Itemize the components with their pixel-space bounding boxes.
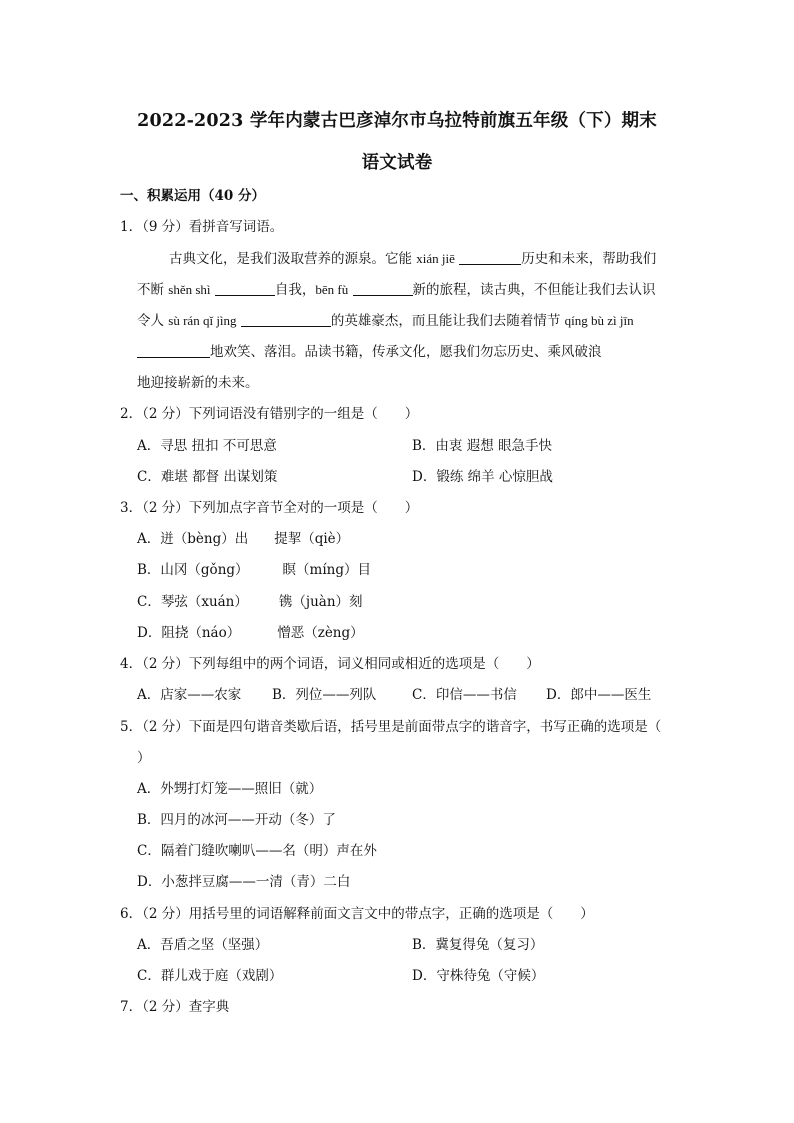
question-1-para-line4 [137, 343, 602, 361]
pinyin-prompt: qíng bù zì jīn [564, 313, 634, 328]
answer-blank[interactable] [353, 281, 413, 296]
answer-blank[interactable] [137, 343, 210, 358]
para-text: 新的旅程，读古典，不但能让我们去认识 [412, 282, 656, 298]
question-6-option-c[interactable]: C．群儿戏于庭（戏剧） [137, 968, 283, 984]
para-text: 的英雄豪杰，而且能让我们去随着情节 [330, 313, 565, 329]
question-3-option-a[interactable] [137, 530, 349, 548]
exam-title-line2: 语文试卷 [361, 153, 433, 173]
question-2-option-c[interactable]: C．难堪 都督 出谋划策 [137, 469, 278, 485]
option-b-word2: 瞑（míng）目 [282, 562, 371, 578]
pinyin-prompt: sù rán qǐ jìng [168, 313, 237, 328]
question-5-option-c[interactable]: C．隔着门缝吹喇叭——名（明）声在外 [137, 843, 377, 859]
para-text: 自我， [274, 282, 316, 298]
question-2-stem: 2．（2 分）下列词语没有错别字的一组是（ ） [120, 406, 419, 422]
question-4-stem: 4．（2 分）下列每组中的两个词语，词义相同或相近的选项是（ ） [120, 656, 540, 672]
pinyin-prompt: shěn shì [168, 282, 211, 297]
question-3-stem: 3．（2 分）下列加点字音节全对的一项是（ ） [120, 500, 419, 516]
question-1-para-line5: 地迎接崭新的未来。 [137, 375, 259, 391]
answer-blank[interactable] [215, 281, 275, 296]
question-5-option-a[interactable]: A．外甥打灯笼——照旧（就） [137, 781, 323, 797]
question-5-stem: 5．（2 分）下面是四句谐音类歇后语，括号里是前面带点字的谐音字，书写正确的选项是（ [120, 719, 662, 735]
para-text: 不断 [137, 282, 169, 298]
option-c-word1: C．琴弦（xuán） [137, 594, 248, 610]
pinyin-prompt: bēn fù [315, 282, 349, 297]
question-1-para-line1 [169, 250, 656, 268]
question-4-option-b[interactable]: B．列位——列队 [272, 687, 377, 703]
option-a-word2: 提挈（qiè） [274, 531, 350, 547]
question-1-para-line2 [137, 281, 656, 299]
question-4-option-c[interactable]: C．印信——书信 [412, 687, 517, 703]
option-d-word1: D．阻挠（náo） [137, 625, 241, 641]
question-4-option-a[interactable]: A．店家——农家 [137, 687, 242, 703]
answer-blank[interactable] [459, 250, 521, 265]
option-c-word2: 镌（juàn）刻 [278, 594, 363, 610]
question-7-stem: 7．（2 分）查字典 [120, 999, 230, 1015]
question-6-stem: 6．（2 分）用括号里的词语解释前面文言文中的带点字，正确的选项是（ ） [120, 906, 594, 922]
para-text: 历史和未来，帮助我们 [521, 251, 657, 267]
option-d-word2: 憎恶（zèng） [277, 625, 364, 641]
question-3-option-d[interactable] [137, 624, 364, 642]
question-2-option-d[interactable]: D．锻练 绵羊 心惊胆战 [412, 469, 553, 485]
option-a-word1: A．迸（bèng）出 [137, 531, 249, 547]
question-4-option-d[interactable]: D．郎中——医生 [546, 687, 652, 703]
para-text: 古典文化，是我们汲取营养的源泉。它能 [169, 251, 417, 267]
question-3-option-b[interactable] [137, 561, 371, 579]
question-3-option-c[interactable] [137, 593, 363, 611]
answer-blank[interactable] [241, 312, 331, 327]
section-heading: 一、积累运用（40 分） [120, 188, 265, 204]
option-b-word1: B．山冈（gǒng） [137, 562, 249, 578]
para-text: 地欢笑、落泪。品读书籍，传承文化，愿我们勿忘历史、乘风破浪 [210, 344, 602, 360]
question-5-stem-end: ） [137, 750, 151, 766]
pinyin-prompt: xián jiē [416, 251, 455, 266]
question-5-option-b[interactable]: B．四月的冰河——开动（冬）了 [137, 812, 336, 828]
question-6-option-d[interactable]: D．守株待兔（守候） [412, 968, 545, 984]
question-6-option-a[interactable]: A．吾盾之坚（坚强） [137, 937, 269, 953]
exam-title-line1: 2022-2023 学年内蒙古巴彦淖尔市乌拉特前旗五年级（下）期末 [137, 111, 657, 131]
question-1-stem: 1．（9 分）看拼音写词语。 [120, 219, 284, 235]
question-6-option-b[interactable]: B．冀复得兔（复习） [412, 937, 544, 953]
para-text: 令人 [137, 313, 169, 329]
question-2-option-b[interactable]: B．由衷 遐想 眼急手快 [412, 438, 553, 454]
question-1-para-line3 [137, 312, 634, 330]
question-5-option-d[interactable]: D．小葱拌豆腐——一清（青）二白 [137, 874, 351, 890]
question-2-option-a[interactable]: A．寻思 扭扣 不可思意 [137, 438, 277, 454]
